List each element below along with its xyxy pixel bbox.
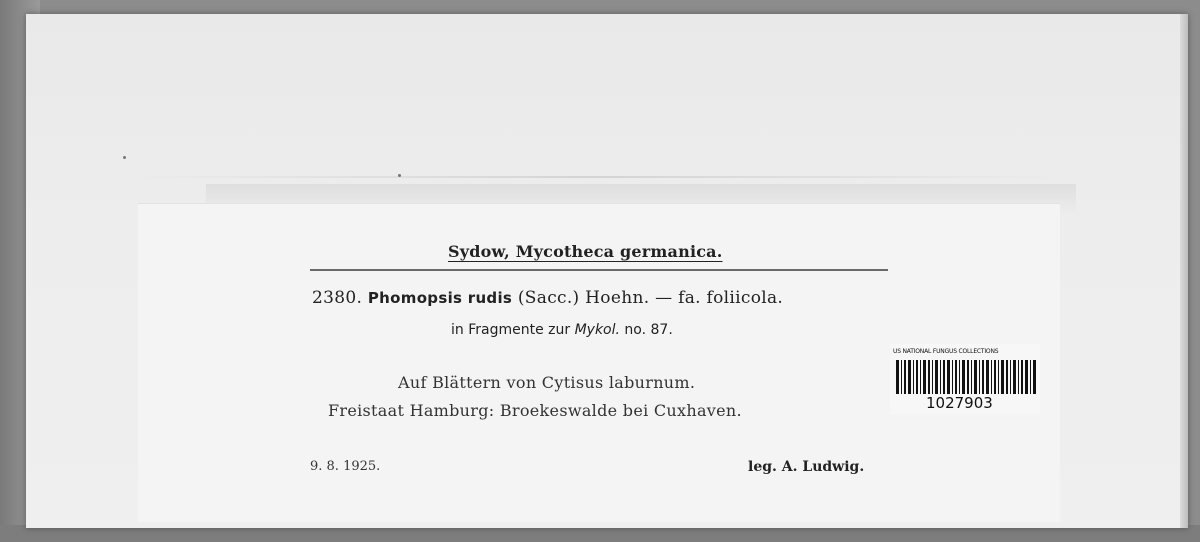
species-line <box>312 288 783 308</box>
substrate-line: Auf Blättern von Cytisus laburnum. <box>398 373 696 392</box>
paper-speck <box>123 156 126 159</box>
envelope-fold-line <box>126 176 1066 178</box>
envelope-right-edge <box>1180 14 1188 528</box>
species-name: Phomopsis rudis <box>367 289 513 307</box>
species-authority: (Sacc.) Hoehn. — fa. foliicola. <box>517 288 784 308</box>
literature-reference <box>451 322 673 338</box>
barcode-number: 1027903 <box>926 394 993 412</box>
paper-speck <box>398 174 401 177</box>
collector-name: leg. A. Ludwig. <box>748 459 865 475</box>
reference-journal: Mykol. <box>574 322 620 338</box>
reference-suffix: no. 87. <box>624 322 673 338</box>
exsiccata-title: Sydow, Mycotheca germanica. <box>448 242 723 261</box>
collection-date: 9. 8. 1925. <box>310 459 381 474</box>
entry-number: 2380. <box>312 288 363 308</box>
reference-prefix: in Fragmente zur <box>451 322 571 338</box>
locality-line: Freistaat Hamburg: Broekeswalde bei Cuxhaven. <box>328 401 742 420</box>
title-rule <box>310 269 888 271</box>
barcode-header: US NATIONAL FUNGUS COLLECTIONS <box>893 348 999 355</box>
barcode-icon <box>896 360 1036 394</box>
